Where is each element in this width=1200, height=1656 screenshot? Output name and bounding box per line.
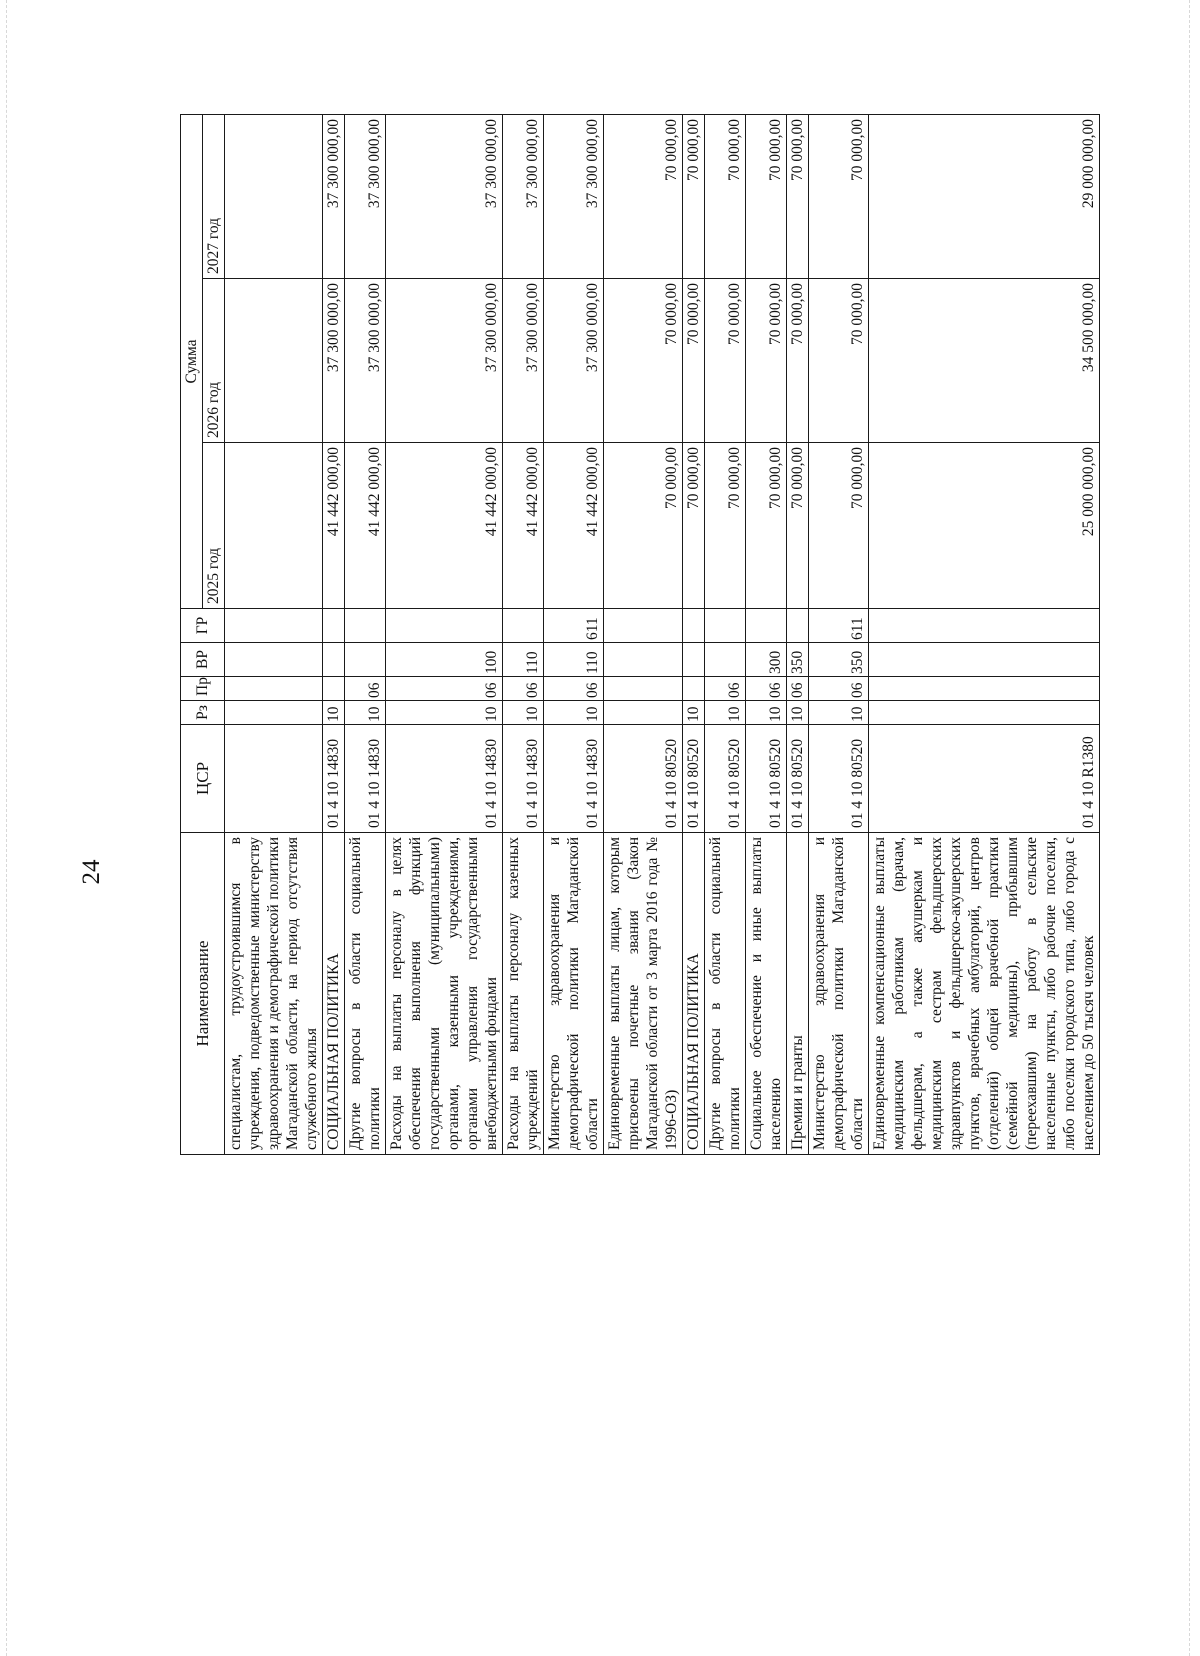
- row-amount-2026: 37 300 000,00: [544, 279, 604, 443]
- row-pr: [683, 677, 705, 701]
- row-amount-2027: 37 300 000,00: [345, 114, 386, 278]
- row-vr: 100: [386, 643, 503, 677]
- row-amount-2025: 25 000 000,00: [869, 443, 1100, 609]
- table-row: [746, 114, 787, 1154]
- row-name: специалистам, трудоустроившимся в учреждения, подведомственные министерству здравоохранения и демографической политики Магаданской области, на период отсутствия служебного жилья: [225, 833, 323, 1155]
- row-name: Социальное обеспечение и иные выплаты населению: [746, 833, 787, 1155]
- row-gr: [683, 609, 705, 643]
- row-csr: 01 4 10 80520: [705, 725, 746, 833]
- budget-table: [180, 114, 1100, 1155]
- row-csr: 01 4 10 80520: [683, 725, 705, 833]
- row-name: Расходы на выплаты персоналу казенных учреждений: [503, 833, 544, 1155]
- row-amount-2025: 70 000,00: [746, 443, 787, 609]
- row-vr: [683, 643, 705, 677]
- row-amount-2026: 37 300 000,00: [345, 279, 386, 443]
- header-vr: ВР: [181, 643, 225, 677]
- row-gr: [323, 609, 345, 643]
- header-sum: Сумма: [181, 114, 203, 608]
- row-name: Другие вопросы в области социальной политики: [345, 833, 386, 1155]
- row-amount-2026: 70 000,00: [604, 279, 683, 443]
- row-rz: [225, 701, 323, 725]
- row-amount-2025: 70 000,00: [604, 443, 683, 609]
- row-amount-2026: 34 500 000,00: [869, 279, 1100, 443]
- row-pr: 06: [809, 677, 869, 701]
- row-rz: [604, 701, 683, 725]
- row-amount-2025: [225, 443, 323, 609]
- row-amount-2025: 41 442 000,00: [345, 443, 386, 609]
- row-name: Единовременные компенсационные выплаты медицинским работникам (врачам, фельдшерам, а также акушеркам и медицинским сестрам фельдшерских здравпунктов и фельдшерско-акушерских пунктов, врачебных амбулаторий, центров (отделений) общей врачебной практики (семейной медицины), прибывшим (переехавшим) на работу в сельские населенные пункты, либо рабочие поселки, либо поселки городского типа, либо города с населением до 50 тысяч человек: [869, 833, 1100, 1155]
- row-csr: 01 4 10 14830: [345, 725, 386, 833]
- row-rz: 10: [345, 701, 386, 725]
- row-name: СОЦИАЛЬНАЯ ПОЛИТИКА: [683, 833, 705, 1155]
- table-row: [869, 114, 1100, 1154]
- row-amount-2025: 70 000,00: [809, 443, 869, 609]
- row-pr: [323, 677, 345, 701]
- row-amount-2027: 70 000,00: [746, 114, 787, 278]
- table-body: [225, 114, 1100, 1154]
- table-row: [787, 114, 809, 1154]
- table-row: [503, 114, 544, 1154]
- page-number: 24: [78, 859, 105, 885]
- row-name: Расходы на выплаты персоналу в целях обеспечения выполнения функций государственными (муниципальными) органами, казенными учреждениями, органами управления государственными внебюджетными фондами: [386, 833, 503, 1155]
- table-row: [683, 114, 705, 1154]
- row-amount-2026: [225, 279, 323, 443]
- row-vr: [345, 643, 386, 677]
- row-amount-2025: 41 442 000,00: [323, 443, 345, 609]
- row-pr: 06: [544, 677, 604, 701]
- rotated-table-container: [180, 115, 1097, 1155]
- header-year-2025: 2025 год: [203, 443, 225, 609]
- row-name: Министерство здравоохранения и демографической политики Магаданской области: [544, 833, 604, 1155]
- row-amount-2027: 29 000 000,00: [869, 114, 1100, 278]
- table-row: [345, 114, 386, 1154]
- row-amount-2025: 41 442 000,00: [386, 443, 503, 609]
- row-amount-2027: 37 300 000,00: [503, 114, 544, 278]
- row-pr: [225, 677, 323, 701]
- row-amount-2025: 70 000,00: [787, 443, 809, 609]
- row-rz: 10: [787, 701, 809, 725]
- row-amount-2025: 70 000,00: [683, 443, 705, 609]
- row-name: Единовременные выплаты лицам, которым присвоены почетные звания (Закон Магаданской области от 3 марта 2016 года № 1996-ОЗ): [604, 833, 683, 1155]
- row-csr: 01 4 10 14830: [386, 725, 503, 833]
- row-csr: 01 4 10 80520: [746, 725, 787, 833]
- row-gr: 611: [809, 609, 869, 643]
- row-rz: 10: [323, 701, 345, 725]
- row-vr: [705, 643, 746, 677]
- row-pr: 06: [705, 677, 746, 701]
- header-rz: Рз: [181, 701, 225, 725]
- row-name: Министерство здравоохранения и демографической политики Магаданской области: [809, 833, 869, 1155]
- row-amount-2026: 37 300 000,00: [323, 279, 345, 443]
- row-gr: [787, 609, 809, 643]
- header-csr: ЦСР: [181, 725, 225, 833]
- table-row: [604, 114, 683, 1154]
- table-row: [705, 114, 746, 1154]
- row-name: СОЦИАЛЬНАЯ ПОЛИТИКА: [323, 833, 345, 1155]
- row-amount-2026: 70 000,00: [705, 279, 746, 443]
- row-amount-2027: 70 000,00: [683, 114, 705, 278]
- row-name: Премии и гранты: [787, 833, 809, 1155]
- row-amount-2026: 70 000,00: [683, 279, 705, 443]
- row-csr: 01 4 10 80520: [809, 725, 869, 833]
- row-csr: 01 4 10 80520: [787, 725, 809, 833]
- row-amount-2027: 37 300 000,00: [544, 114, 604, 278]
- row-csr: 01 4 10 14830: [503, 725, 544, 833]
- header-name: Наименование: [181, 833, 225, 1155]
- row-gr: [503, 609, 544, 643]
- header-gr: ГР: [181, 609, 225, 643]
- row-pr: 06: [787, 677, 809, 701]
- row-amount-2026: 70 000,00: [809, 279, 869, 443]
- row-amount-2025: 70 000,00: [705, 443, 746, 609]
- row-vr: [323, 643, 345, 677]
- left-edge-line: [6, 0, 7, 1656]
- row-pr: 06: [503, 677, 544, 701]
- row-rz: 10: [705, 701, 746, 725]
- row-gr: [345, 609, 386, 643]
- row-amount-2027: [225, 114, 323, 278]
- row-csr: 01 4 10 80520: [604, 725, 683, 833]
- header-year-2026: 2026 год: [203, 279, 225, 443]
- row-gr: [604, 609, 683, 643]
- row-csr: 01 4 10 R1380: [869, 725, 1100, 833]
- row-gr: [386, 609, 503, 643]
- table-row: [323, 114, 345, 1154]
- table-row: [544, 114, 604, 1154]
- table-row: [225, 114, 323, 1154]
- row-rz: 10: [503, 701, 544, 725]
- row-amount-2027: 70 000,00: [787, 114, 809, 278]
- table-row: [386, 114, 503, 1154]
- row-pr: [604, 677, 683, 701]
- row-amount-2026: 37 300 000,00: [503, 279, 544, 443]
- table-header: [181, 114, 225, 1154]
- row-amount-2027: 70 000,00: [604, 114, 683, 278]
- row-gr: 611: [544, 609, 604, 643]
- row-rz: 10: [386, 701, 503, 725]
- row-amount-2027: 37 300 000,00: [386, 114, 503, 278]
- row-gr: [705, 609, 746, 643]
- row-vr: [225, 643, 323, 677]
- row-vr: 350: [809, 643, 869, 677]
- row-rz: [869, 701, 1100, 725]
- row-amount-2027: 37 300 000,00: [323, 114, 345, 278]
- row-name: Другие вопросы в области социальной политики: [705, 833, 746, 1155]
- row-vr: 110: [544, 643, 604, 677]
- row-amount-2026: 37 300 000,00: [386, 279, 503, 443]
- row-vr: 110: [503, 643, 544, 677]
- row-amount-2027: 70 000,00: [705, 114, 746, 278]
- row-vr: 300: [746, 643, 787, 677]
- row-rz: 10: [746, 701, 787, 725]
- row-pr: 06: [386, 677, 503, 701]
- row-gr: [869, 609, 1100, 643]
- row-rz: 10: [544, 701, 604, 725]
- row-amount-2025: 41 442 000,00: [503, 443, 544, 609]
- row-pr: 06: [746, 677, 787, 701]
- row-amount-2026: 70 000,00: [746, 279, 787, 443]
- row-vr: [604, 643, 683, 677]
- header-pr: Пр: [181, 677, 225, 701]
- row-vr: [869, 643, 1100, 677]
- table-row: [809, 114, 869, 1154]
- row-rz: 10: [809, 701, 869, 725]
- row-amount-2025: 41 442 000,00: [544, 443, 604, 609]
- row-vr: 350: [787, 643, 809, 677]
- right-edge-line: [1189, 0, 1190, 1656]
- row-csr: 01 4 10 14830: [323, 725, 345, 833]
- row-csr: [225, 725, 323, 833]
- row-amount-2027: 70 000,00: [809, 114, 869, 278]
- row-csr: 01 4 10 14830: [544, 725, 604, 833]
- row-amount-2026: 70 000,00: [787, 279, 809, 443]
- row-pr: 06: [345, 677, 386, 701]
- header-year-2027: 2027 год: [203, 114, 225, 278]
- row-rz: 10: [683, 701, 705, 725]
- row-pr: [869, 677, 1100, 701]
- row-gr: [746, 609, 787, 643]
- row-gr: [225, 609, 323, 643]
